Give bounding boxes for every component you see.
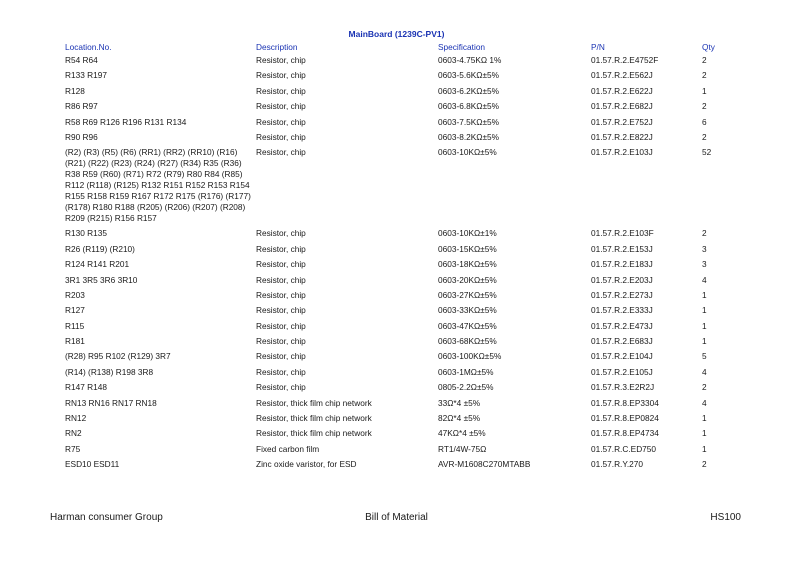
cell-description: Resistor, thick film chip network <box>256 413 372 424</box>
cell-description: Resistor, chip <box>256 228 306 239</box>
table-row <box>65 428 745 443</box>
cell-specification: 82Ω*4 ±5% <box>438 413 481 424</box>
cell-specification: 0603-4.75KΩ 1% <box>438 55 502 65</box>
cell-location: R86 R97 <box>65 101 98 112</box>
cell-specification: 0603-47KΩ±5% <box>438 320 497 331</box>
cell-description: Resistor, chip <box>256 336 306 347</box>
cell-specification: 0603-100KΩ±5% <box>438 351 502 362</box>
footer-model: HS100 <box>710 512 741 523</box>
cell-qty: 1 <box>702 305 707 316</box>
cell-specification: 0603-10KΩ±5% <box>438 147 497 158</box>
cell-description: Resistor, chip <box>256 289 306 300</box>
cell-qty: 2 <box>702 459 707 470</box>
cell-specification: 0805-2.2Ω±5% <box>438 382 494 393</box>
cell-pn: 01.57.R.2.E105J <box>591 366 653 377</box>
cell-location: R124 R141 R201 <box>65 259 130 270</box>
cell-location: R54 R64 <box>65 55 98 65</box>
cell-qty: 3 <box>702 243 707 254</box>
cell-description: Resistor, chip <box>256 274 306 285</box>
table-row <box>65 367 745 382</box>
cell-qty: 1 <box>702 336 707 347</box>
cell-pn: 01.57.R.2.E103J <box>591 147 653 158</box>
table-row <box>65 259 745 274</box>
table-row <box>65 70 745 85</box>
cell-location: R133 R197 <box>65 70 107 81</box>
cell-location: 3R1 3R5 3R6 3R10 <box>65 274 138 285</box>
cell-location: R127 <box>65 305 85 316</box>
cell-qty: 1 <box>702 320 707 331</box>
cell-qty: 1 <box>702 289 707 300</box>
cell-description: Resistor, chip <box>256 366 306 377</box>
cell-qty: 6 <box>702 116 707 127</box>
table-row <box>65 244 745 259</box>
cell-pn: 01.57.R.2.E183J <box>591 259 653 270</box>
cell-qty: 3 <box>702 259 707 270</box>
cell-location: R147 R148 <box>65 382 107 393</box>
cell-location: R128 <box>65 85 85 96</box>
cell-specification: 0603-20KΩ±5% <box>438 274 497 285</box>
page-title: MainBoard (1239C-PV1) <box>348 29 445 39</box>
cell-description: Resistor, thick film chip network <box>256 428 372 439</box>
cell-description: Resistor, chip <box>256 131 306 142</box>
cell-pn: 01.57.R.2.E4752F <box>591 55 659 65</box>
table-row <box>65 351 745 366</box>
cell-pn: 01.57.R.3.E2R2J <box>591 382 655 393</box>
cell-specification: 0603-8.2KΩ±5% <box>438 131 500 142</box>
cell-pn: 01.57.R.2.E103F <box>591 228 654 239</box>
table-row <box>65 413 745 428</box>
cell-qty: 5 <box>702 351 707 362</box>
cell-pn: 01.57.R.2.E822J <box>591 131 653 142</box>
cell-location: R58 R69 R126 R196 R131 R134 <box>65 116 187 127</box>
cell-pn: 01.57.R.2.E682J <box>591 101 653 112</box>
cell-specification: 47KΩ*4 ±5% <box>438 428 486 439</box>
cell-pn: 01.57.R.C.ED750 <box>591 443 657 454</box>
cell-pn: 01.57.R.2.E622J <box>591 85 653 96</box>
cell-pn: 01.57.R.Y.270 <box>591 459 643 470</box>
cell-description: Resistor, chip <box>256 70 306 81</box>
footer-company: Harman consumer Group <box>50 512 163 523</box>
table-row <box>65 147 745 228</box>
cell-qty: 2 <box>702 382 707 393</box>
table-row <box>65 117 745 132</box>
bom-table <box>65 42 745 475</box>
table-row <box>65 86 745 101</box>
header-pn: P/N <box>591 42 605 52</box>
table-body <box>65 55 745 475</box>
table-row <box>65 101 745 116</box>
cell-specification: 0603-5.6KΩ±5% <box>438 70 500 81</box>
table-row <box>65 398 745 413</box>
table-row <box>65 336 745 351</box>
cell-location: (R28) R95 R102 (R129) 3R7 <box>65 351 171 362</box>
cell-qty: 4 <box>702 397 707 408</box>
cell-pn: 01.57.R.2.E153J <box>591 243 653 254</box>
cell-description: Resistor, chip <box>256 116 306 127</box>
cell-location: RN12 <box>65 413 87 424</box>
cell-pn: 01.57.R.8.EP4734 <box>591 428 659 439</box>
cell-description: Resistor, chip <box>256 305 306 316</box>
cell-specification: 0603-6.2KΩ±5% <box>438 85 500 96</box>
cell-description: Resistor, chip <box>256 147 306 158</box>
cell-pn: 01.57.R.2.E273J <box>591 289 653 300</box>
cell-qty: 2 <box>702 101 707 112</box>
cell-description: Resistor, chip <box>256 382 306 393</box>
cell-location: RN13 RN16 RN17 RN18 <box>65 397 157 408</box>
table-header-row <box>65 42 745 55</box>
table-row <box>65 444 745 459</box>
cell-location: (R14) (R138) R198 3R8 <box>65 366 154 377</box>
cell-description: Resistor, thick film chip network <box>256 397 372 408</box>
cell-specification: RT1/4W-75Ω <box>438 443 487 454</box>
cell-qty: 2 <box>702 228 707 239</box>
cell-specification: AVR-M1608C270MTABB <box>438 459 531 470</box>
cell-pn: 01.57.R.2.E683J <box>591 336 653 347</box>
cell-location: R130 R135 <box>65 228 107 239</box>
cell-pn: 01.57.R.2.E104J <box>591 351 653 362</box>
cell-location: RN2 <box>65 428 82 439</box>
cell-location: R203 <box>65 289 85 300</box>
cell-qty: 1 <box>702 443 707 454</box>
table-row <box>65 132 745 147</box>
cell-description: Fixed carbon film <box>256 443 320 454</box>
header-specification: Specification <box>438 42 486 52</box>
cell-location: (R2) (R3) (R5) (R6) (RR1) (RR2) (RR10) (R16) (R21) (R22) (R23) (R24) (R27) (R34) R35 (R36) R38 R59 (R60) (R71) R72 (R79) R80 R84 (R85) R112 (R118) (R125) R132 R151 R152 R153 R154 R155 R158 R159 R167 R172 R175 (R176) (R177) (R178) R180 R188 (R205) (R206) (R207) (R208) R209 (R215) R156 R157 <box>65 147 251 224</box>
cell-qty: 4 <box>702 366 707 377</box>
cell-description: Resistor, chip <box>256 351 306 362</box>
footer-document-title: Bill of Material <box>365 512 428 523</box>
cell-description: Resistor, chip <box>256 101 306 112</box>
table-row <box>65 382 745 397</box>
cell-pn: 01.57.R.2.E333J <box>591 305 653 316</box>
cell-pn: 01.57.R.8.EP3304 <box>591 397 659 408</box>
cell-location: R75 <box>65 443 81 454</box>
cell-qty: 1 <box>702 413 707 424</box>
cell-qty: 52 <box>702 147 712 158</box>
cell-pn: 01.57.R.2.E752J <box>591 116 653 127</box>
cell-specification: 0603-18KΩ±5% <box>438 259 497 270</box>
header-location: Location.No. <box>65 42 112 52</box>
table-row <box>65 290 745 305</box>
cell-specification: 0603-10KΩ±1% <box>438 228 497 239</box>
table-row <box>65 321 745 336</box>
cell-location: ESD10 ESD11 <box>65 459 120 470</box>
cell-specification: 0603-27KΩ±5% <box>438 289 497 300</box>
cell-pn: 01.57.R.2.E203J <box>591 274 653 285</box>
cell-qty: 4 <box>702 274 707 285</box>
header-qty: Qty <box>702 42 715 52</box>
cell-qty: 1 <box>702 428 707 439</box>
cell-location: R26 (R119) (R210) <box>65 243 135 254</box>
cell-pn: 01.57.R.2.E473J <box>591 320 653 331</box>
table-row <box>65 275 745 290</box>
cell-qty: 1 <box>702 85 707 96</box>
cell-specification: 0603-7.5KΩ±5% <box>438 116 500 127</box>
cell-specification: 0603-6.8KΩ±5% <box>438 101 500 112</box>
header-description: Description <box>256 42 298 52</box>
cell-description: Resistor, chip <box>256 243 306 254</box>
cell-specification: 0603-15KΩ±5% <box>438 243 497 254</box>
cell-description: Resistor, chip <box>256 259 306 270</box>
cell-description: Resistor, chip <box>256 55 306 65</box>
cell-qty: 2 <box>702 70 707 81</box>
cell-location: R115 <box>65 320 85 331</box>
cell-specification: 33Ω*4 ±5% <box>438 397 481 408</box>
cell-pn: 01.57.R.8.EP0824 <box>591 413 659 424</box>
cell-description: Zinc oxide varistor, for ESD <box>256 459 357 470</box>
table-row <box>65 228 745 243</box>
cell-location: R181 <box>65 336 85 347</box>
cell-qty: 2 <box>702 131 707 142</box>
table-row <box>65 305 745 320</box>
cell-pn: 01.57.R.2.E562J <box>591 70 653 81</box>
cell-qty: 2 <box>702 55 707 65</box>
cell-description: Resistor, chip <box>256 320 306 331</box>
cell-description: Resistor, chip <box>256 85 306 96</box>
cell-location: R90 R96 <box>65 131 98 142</box>
cell-specification: 0603-68KΩ±5% <box>438 336 497 347</box>
cell-specification: 0603-33KΩ±5% <box>438 305 497 316</box>
table-row <box>65 459 745 474</box>
table-row <box>65 55 745 70</box>
cell-specification: 0603-1MΩ±5% <box>438 366 494 377</box>
